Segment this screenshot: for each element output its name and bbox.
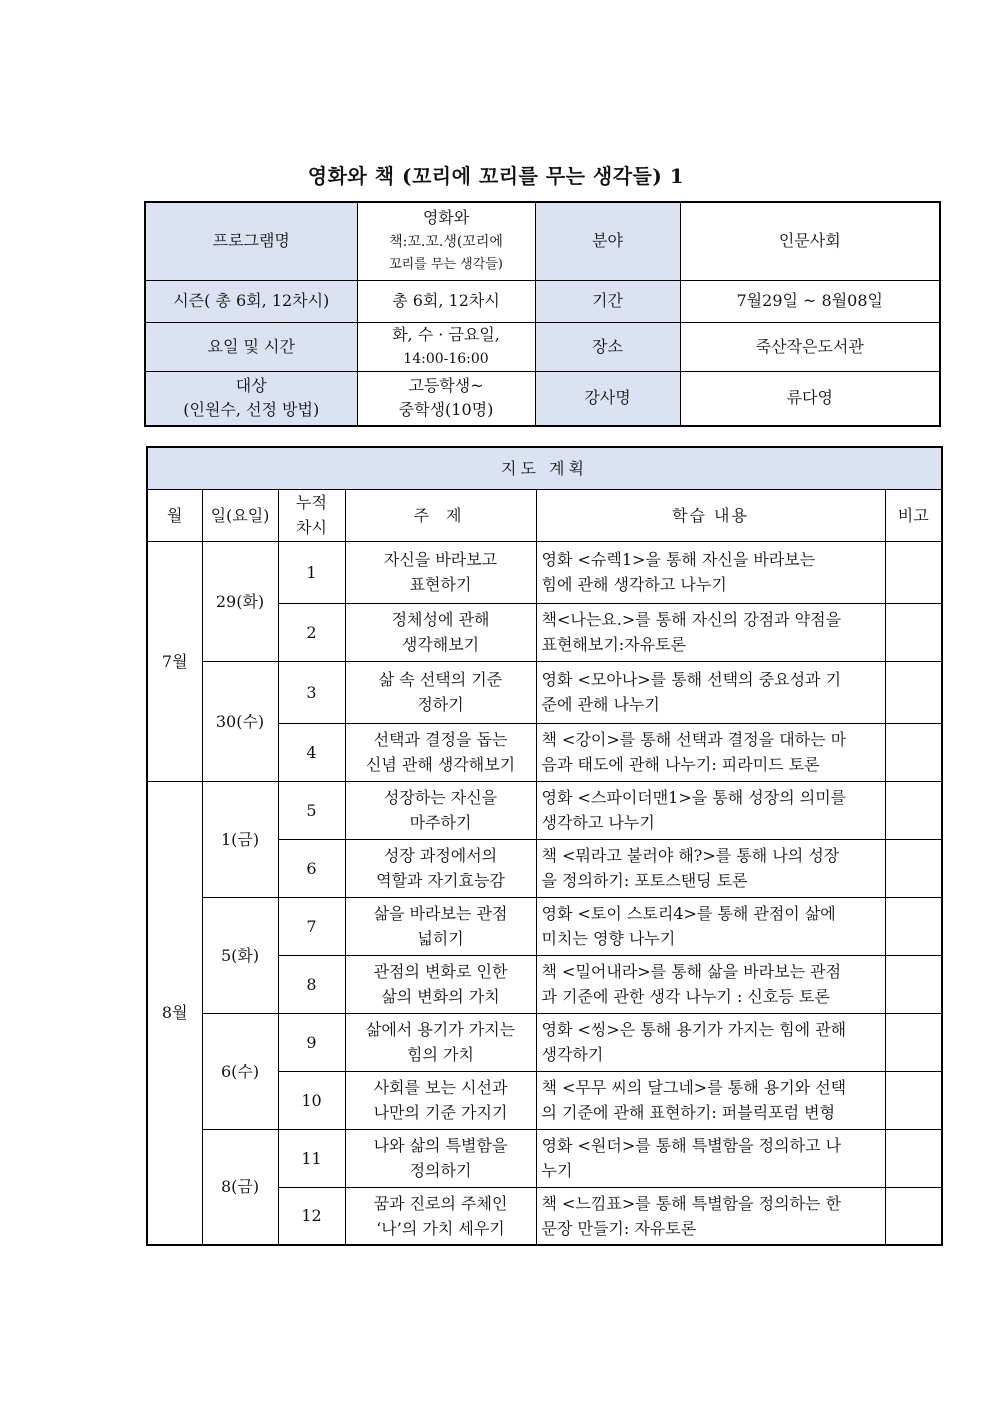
topic-line: 마주하기 (409, 813, 472, 832)
season-label: 시즌( 총 6회, 12차시) (145, 280, 357, 322)
content-line: 의 기준에 관해 표현하기: 퍼블릭포럼 변형 (541, 1103, 836, 1122)
content-cell (536, 781, 885, 839)
program-info-table (144, 201, 941, 427)
session-number: 6 (278, 839, 345, 897)
table-row (147, 661, 942, 723)
topic-line: 선택과 결정을 돕는 (373, 730, 508, 749)
topic-line: 삶에서 용기가 가지는 (365, 1020, 516, 1039)
day-time-line: 화, 수 · 금요일, (392, 324, 500, 344)
season-value: 총 6회, 12차시 (357, 280, 535, 322)
table-row (147, 1013, 942, 1071)
topic-line: 성장 과정에서의 (383, 846, 498, 865)
target-label (145, 371, 357, 426)
header-session-line: 차시 (296, 518, 327, 537)
page-title: 영화와 책 (꼬리에 꼬리를 무는 생각들) 1 (307, 164, 685, 188)
topic-cell (345, 1129, 536, 1187)
target-line: 중학생(10명) (398, 400, 494, 420)
month-cell: 7월 (147, 541, 202, 781)
content-cell (536, 839, 885, 897)
content-cell (536, 1129, 885, 1187)
instructor-label: 강사명 (535, 371, 680, 426)
lesson-plan-table (146, 446, 943, 1246)
note-cell (885, 897, 942, 955)
content-line: 책 <뭐라고 불러야 해?>를 통해 나의 성장 (541, 846, 840, 865)
note-cell (885, 603, 942, 661)
table-row (147, 897, 942, 955)
content-line: 힘에 관해 생각하고 나누기 (541, 575, 727, 594)
topic-line: 사회를 보는 시선과 (373, 1078, 508, 1097)
note-cell (885, 1013, 942, 1071)
note-cell (885, 781, 942, 839)
place-value: 죽산작은도서관 (680, 322, 940, 371)
topic-line: 관점의 변화로 인한 (373, 962, 508, 981)
topic-line: 나와 삶의 특별함을 (373, 1136, 508, 1155)
note-cell (885, 541, 942, 603)
topic-line: 힘의 가치 (407, 1045, 474, 1064)
content-line: 문장 만들기: 자유토론 (541, 1218, 697, 1238)
content-line: 미치는 영향 나누기 (541, 929, 676, 948)
content-line: 영화 <원더>를 통해 특별함을 정의하고 나 (541, 1136, 842, 1155)
content-line: 영화 <토이 스토리4>를 통해 관점이 삶에 (541, 904, 836, 923)
content-cell (536, 1071, 885, 1129)
topic-cell (345, 1013, 536, 1071)
header-content: 학습 내용 (536, 489, 885, 541)
topic-cell (345, 1071, 536, 1129)
content-cell (536, 955, 885, 1013)
session-number: 9 (278, 1013, 345, 1071)
topic-cell (345, 661, 536, 723)
topic-line: 삶의 변화의 가치 (381, 987, 500, 1006)
content-cell (536, 661, 885, 723)
topic-cell (345, 839, 536, 897)
program-name-line: 영화와 (422, 208, 470, 228)
topic-cell (345, 1187, 536, 1245)
target-value (357, 371, 535, 426)
header-topic: 주 제 (345, 489, 536, 541)
session-number: 11 (278, 1129, 345, 1187)
topic-line: 넓히기 (417, 929, 464, 948)
header-session (278, 489, 345, 541)
target-label-line: 대상 (235, 376, 267, 396)
content-line: 영화 <씽>은 통해 용기가 가지는 힘에 관해 (541, 1020, 847, 1039)
topic-line: 생각해보기 (401, 635, 480, 654)
field-value: 인문사회 (680, 202, 940, 280)
note-cell (885, 661, 942, 723)
content-line: 영화 <스파이더맨1>을 통해 성장의 의미를 (541, 788, 847, 807)
topic-line: 삶 속 선택의 기준 (378, 670, 503, 689)
topic-line: 표현하기 (409, 575, 472, 594)
program-name-label: 프로그램명 (145, 202, 357, 280)
session-number: 12 (278, 1187, 345, 1245)
content-line: 책 <강이>를 통해 선택과 결정을 대하는 마 (541, 730, 847, 749)
topic-line: 정체성에 관해 (391, 610, 490, 629)
content-line: 생각하기 (541, 1045, 604, 1064)
period-value: 7월29일 ~ 8월08일 (680, 280, 940, 322)
content-line: 책 <밀어내라>를 통해 삶을 바라보는 관점 (541, 962, 842, 981)
day-time-label: 요일 및 시간 (145, 322, 357, 371)
content-line: 음과 태도에 관해 나누기: 피라미드 토론 (541, 755, 820, 774)
session-number: 4 (278, 723, 345, 781)
content-line: 책 <느낌표>를 통해 특별함을 정의하는 한 (541, 1193, 842, 1213)
header-session-line: 누적 (296, 493, 327, 512)
day-cell: 6(수) (202, 1013, 278, 1129)
table-row (147, 781, 942, 839)
topic-line: 성장하는 자신을 (383, 788, 498, 807)
session-number: 10 (278, 1071, 345, 1129)
program-name-line: 책:꼬.꼬.생(꼬리에 (389, 234, 503, 251)
session-number: 5 (278, 781, 345, 839)
content-line: 과 기준에 관한 생각 나누기 : 신호등 토론 (541, 987, 830, 1006)
note-cell (885, 1187, 942, 1245)
content-cell (536, 1187, 885, 1245)
topic-line: 정하기 (417, 695, 464, 714)
day-cell: 29(화) (202, 541, 278, 661)
instructor-value: 류다영 (680, 371, 940, 426)
table-row (147, 1129, 942, 1187)
topic-line: 정의하기 (409, 1161, 472, 1180)
day-time-line: 14:00-16:00 (403, 350, 489, 367)
content-line: 준에 관해 나누기 (541, 695, 660, 714)
target-label-line: (인원수, 선정 방법) (183, 400, 320, 420)
note-cell (885, 839, 942, 897)
target-line: 고등학생~ (408, 376, 484, 396)
session-number: 3 (278, 661, 345, 723)
topic-cell (345, 897, 536, 955)
content-line: 영화 <모아나>를 통해 선택의 중요성과 기 (541, 670, 842, 689)
topic-line: 자신을 바라보고 (383, 550, 498, 569)
content-line: 을 정의하기: 포토스탠딩 토론 (541, 871, 748, 890)
note-cell (885, 1071, 942, 1129)
day-cell: 5(화) (202, 897, 278, 1013)
place-label: 장소 (535, 322, 680, 371)
session-number: 8 (278, 955, 345, 1013)
topic-line: 나만의 기준 가지기 (373, 1103, 508, 1122)
program-name-value (357, 202, 535, 280)
content-cell (536, 897, 885, 955)
topic-cell (345, 955, 536, 1013)
content-cell (536, 723, 885, 781)
period-label: 기간 (535, 280, 680, 322)
content-cell (536, 1013, 885, 1071)
note-cell (885, 1129, 942, 1187)
topic-line: 삶을 바라보는 관점 (373, 904, 508, 923)
topic-line: 역할과 자기효능감 (376, 871, 505, 890)
topic-cell (345, 603, 536, 661)
session-number: 2 (278, 603, 345, 661)
day-time-value (357, 322, 535, 371)
day-cell: 1(금) (202, 781, 278, 897)
field-label: 분야 (535, 202, 680, 280)
day-cell: 8(금) (202, 1129, 278, 1245)
table-row (147, 541, 942, 603)
content-line: 표현해보기:자유토론 (541, 635, 686, 654)
topic-cell (345, 541, 536, 603)
header-month: 월 (147, 489, 202, 541)
content-line: 책<나는요.>를 통해 자신의 강점과 약점을 (541, 610, 842, 629)
content-line: 영화 <슈렉1>을 통해 자신을 바라보는 (541, 550, 816, 569)
content-cell (536, 603, 885, 661)
topic-cell (345, 723, 536, 781)
content-line: 생각하고 나누기 (541, 813, 655, 832)
session-number: 1 (278, 541, 345, 603)
day-cell: 30(수) (202, 661, 278, 781)
topic-line: 신념 관해 생각해보기 (365, 755, 516, 774)
content-line: 책 <무무 씨의 달그네>를 통해 용기와 선택 (541, 1078, 847, 1097)
header-day: 일(요일) (202, 489, 278, 541)
content-cell (536, 541, 885, 603)
plan-title: 지도 계획 (147, 447, 942, 489)
session-number: 7 (278, 897, 345, 955)
note-cell (885, 723, 942, 781)
header-note: 비고 (885, 489, 942, 541)
topic-cell (345, 781, 536, 839)
topic-line: ‘나’의 가치 세우기 (376, 1218, 505, 1238)
program-name-line: 꼬리를 무는 생각들) (389, 257, 503, 273)
note-cell (885, 955, 942, 1013)
content-line: 누기 (541, 1161, 573, 1180)
topic-line: 꿈과 진로의 주체인 (373, 1193, 508, 1213)
month-cell: 8월 (147, 781, 202, 1245)
